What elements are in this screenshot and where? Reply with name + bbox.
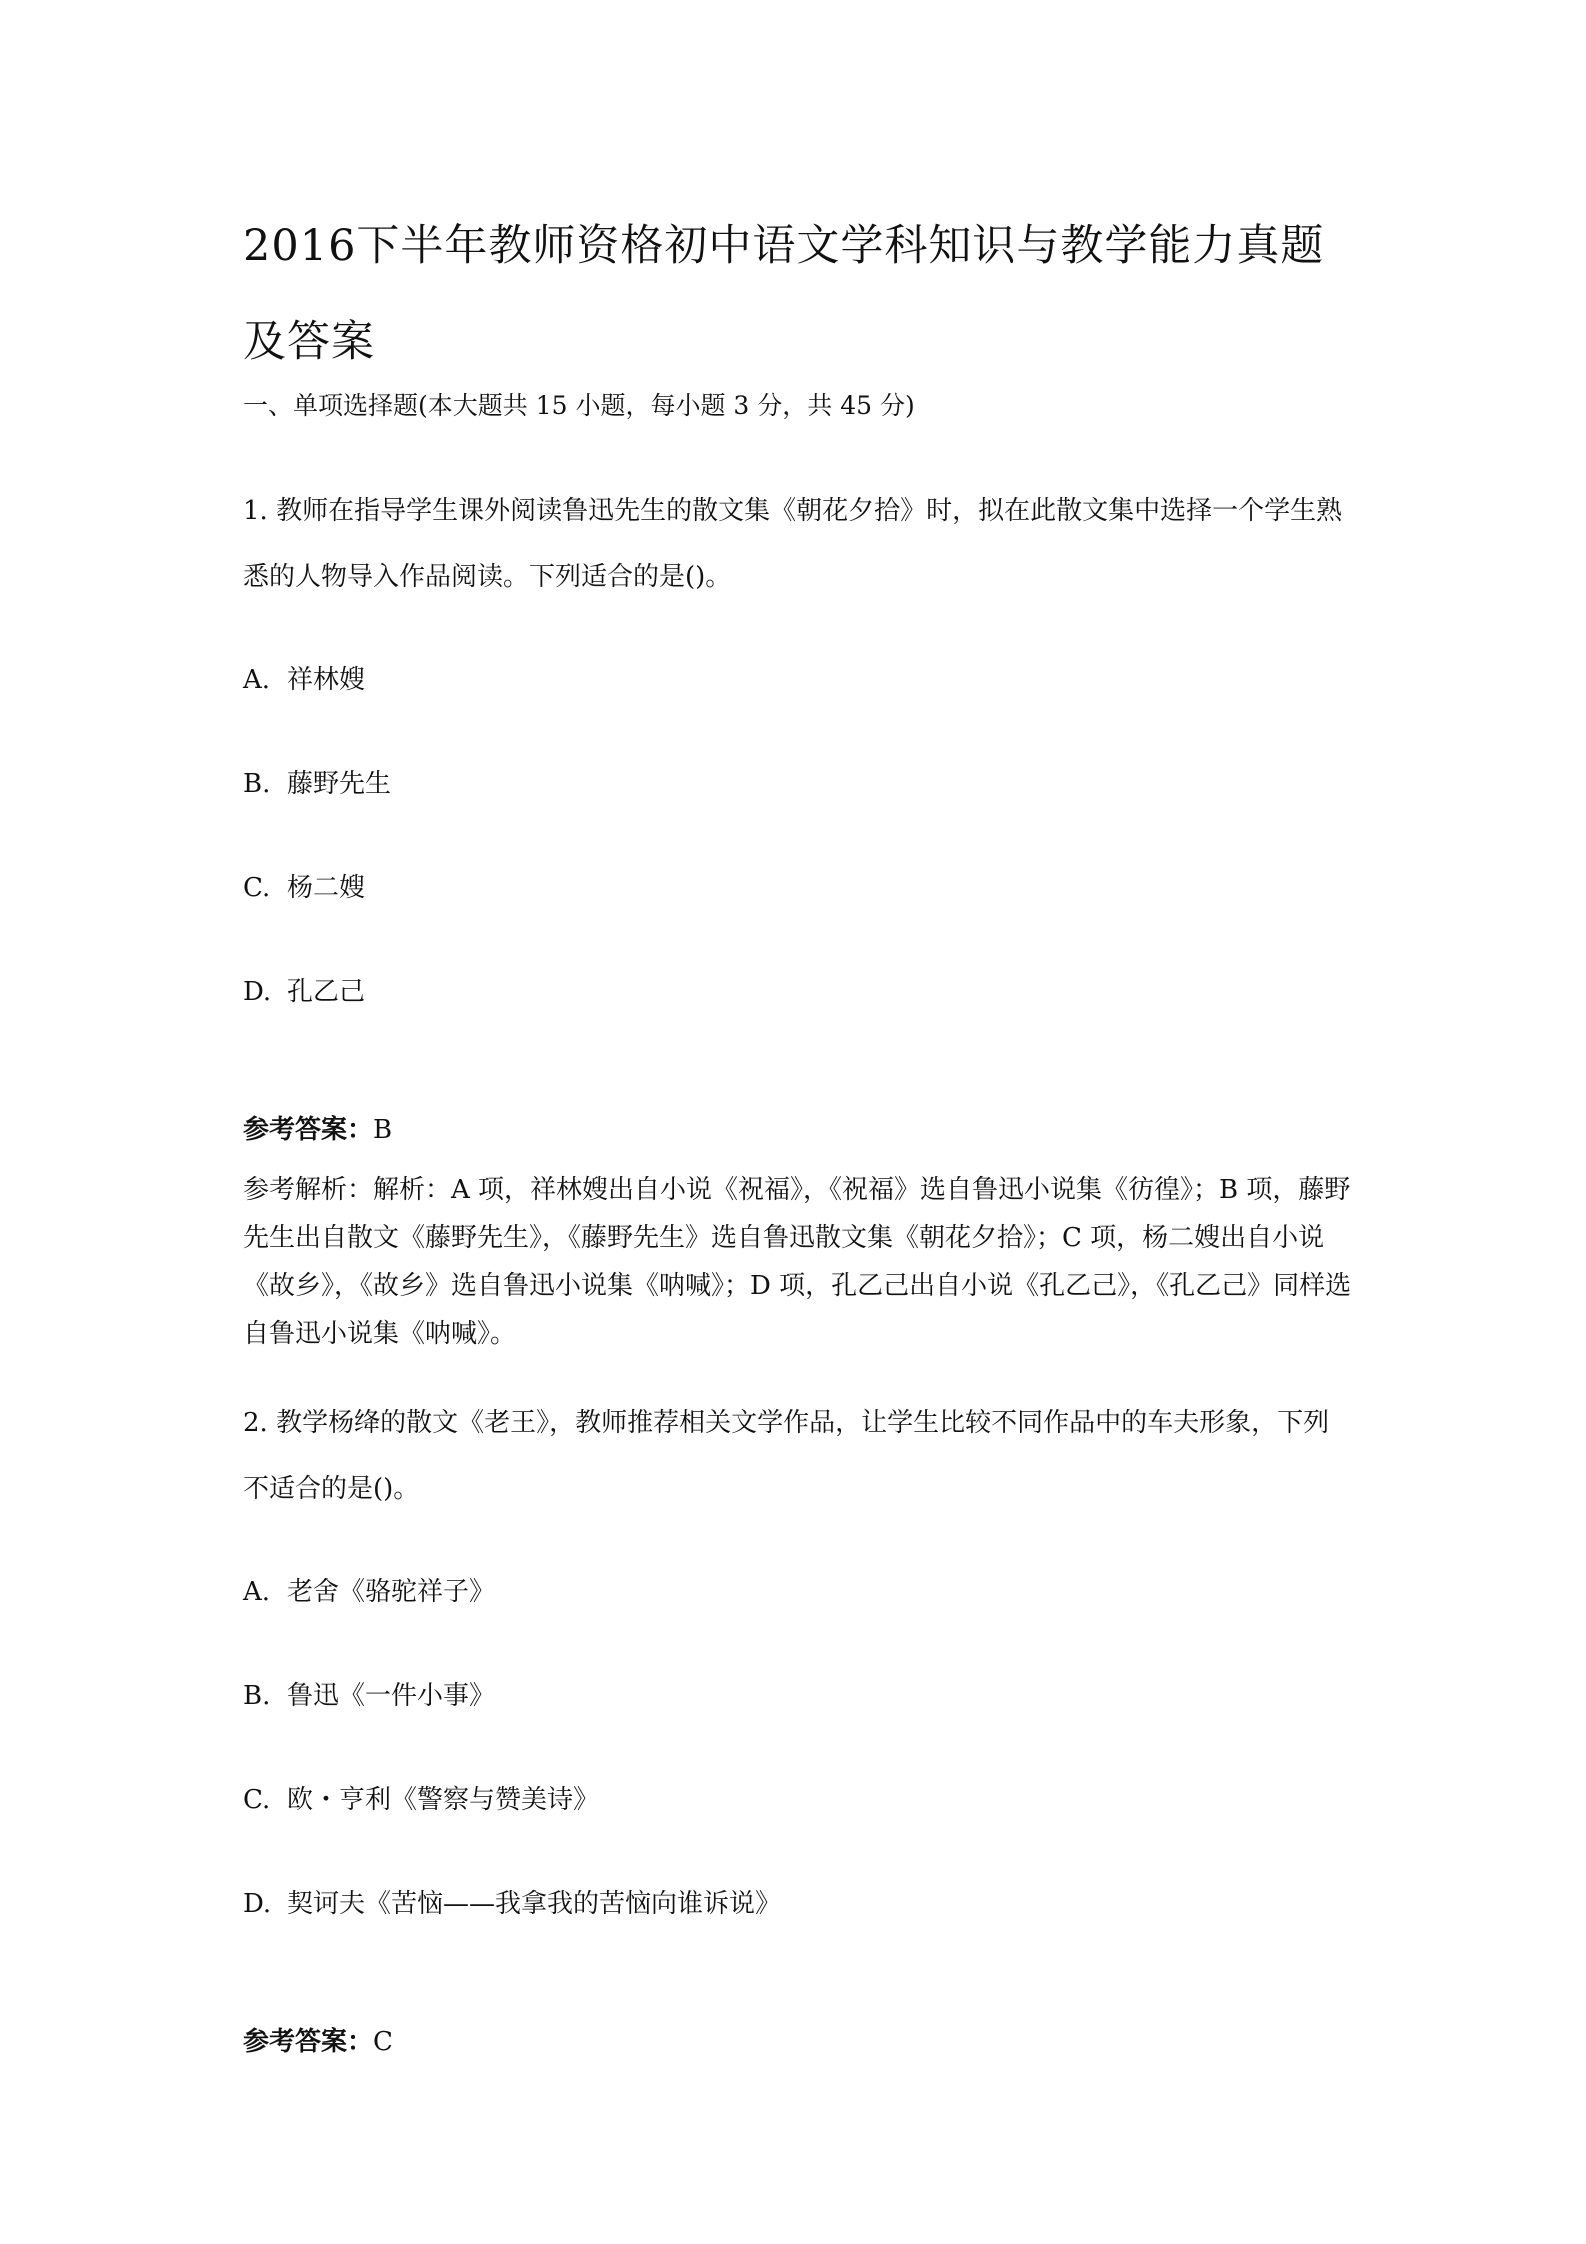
option-label: B. [243, 769, 271, 799]
question-2-option-a [243, 1572, 495, 1612]
option-label: C. [243, 1785, 271, 1815]
question-2-answer [243, 2022, 393, 2062]
answer-label: 参考答案： [243, 2027, 374, 2057]
option-label: D. [243, 977, 272, 1007]
document-title: 2016下半年教师资格初中语文学科知识与教学能力真题及答案 [243, 221, 1325, 367]
option-label: C. [243, 873, 271, 903]
answer-label: 参考答案： [243, 1115, 374, 1145]
question-2-option-c [243, 1780, 599, 1820]
answer-value: B [373, 1115, 393, 1145]
question-1-analysis: 参考解析：解析：A 项，祥林嫂出自小说《祝福》，《祝福》选自鲁迅小说集《彷徨》；B 项，藤野先生出自散文《藤野先生》，《藤野先生》选自鲁迅散文集《朝花夕拾》；C 项，杨二嫂出自小说《故乡》，《故乡》选自鲁迅小说集《呐喊》；D 项，孔乙己出自小说《孔乙己》，《孔乙己》同样选自鲁迅小说集《呐喊》。 [243, 1175, 1352, 1349]
option-label: A. [243, 665, 271, 695]
option-label: D. [243, 1889, 272, 1919]
question-1-option-a [243, 660, 365, 700]
option-text: 祥林嫂 [287, 665, 366, 695]
section-heading: 一、单项选择题(本大题共 15 小题，每小题 3 分，共 45 分) [243, 391, 915, 420]
option-text: 欧・亨利《警察与赞美诗》 [287, 1785, 600, 1815]
question-1-option-b [243, 764, 391, 804]
question-1-text: 1. 教师在指导学生课外阅读鲁迅先生的散文集《朝花夕拾》时，拟在此散文集中选择一个学生熟悉的人物导入作品阅读。下列适合的是()。 [243, 496, 1343, 592]
answer-value: C [373, 2027, 393, 2057]
option-text: 杨二嫂 [287, 873, 366, 903]
question-1-option-c [243, 868, 365, 908]
question-2-text: 2. 教学杨绛的散文《老王》，教师推荐相关文学作品，让学生比较不同作品中的车夫形象，下列不适合的是()。 [243, 1408, 1330, 1504]
option-label: B. [243, 1681, 271, 1711]
question-2-option-b [243, 1676, 495, 1716]
option-text: 契诃夫《苦恼——我拿我的苦恼向谁诉说》 [287, 1889, 782, 1919]
option-text: 孔乙己 [287, 977, 366, 1007]
question-2-option-d [243, 1884, 781, 1924]
option-label: A. [243, 1577, 271, 1607]
option-text: 老舍《骆驼祥子》 [287, 1577, 496, 1607]
question-1-option-d [243, 972, 365, 1012]
option-text: 藤野先生 [287, 769, 392, 799]
option-text: 鲁迅《一件小事》 [287, 1681, 496, 1711]
question-1-answer [243, 1110, 392, 1150]
